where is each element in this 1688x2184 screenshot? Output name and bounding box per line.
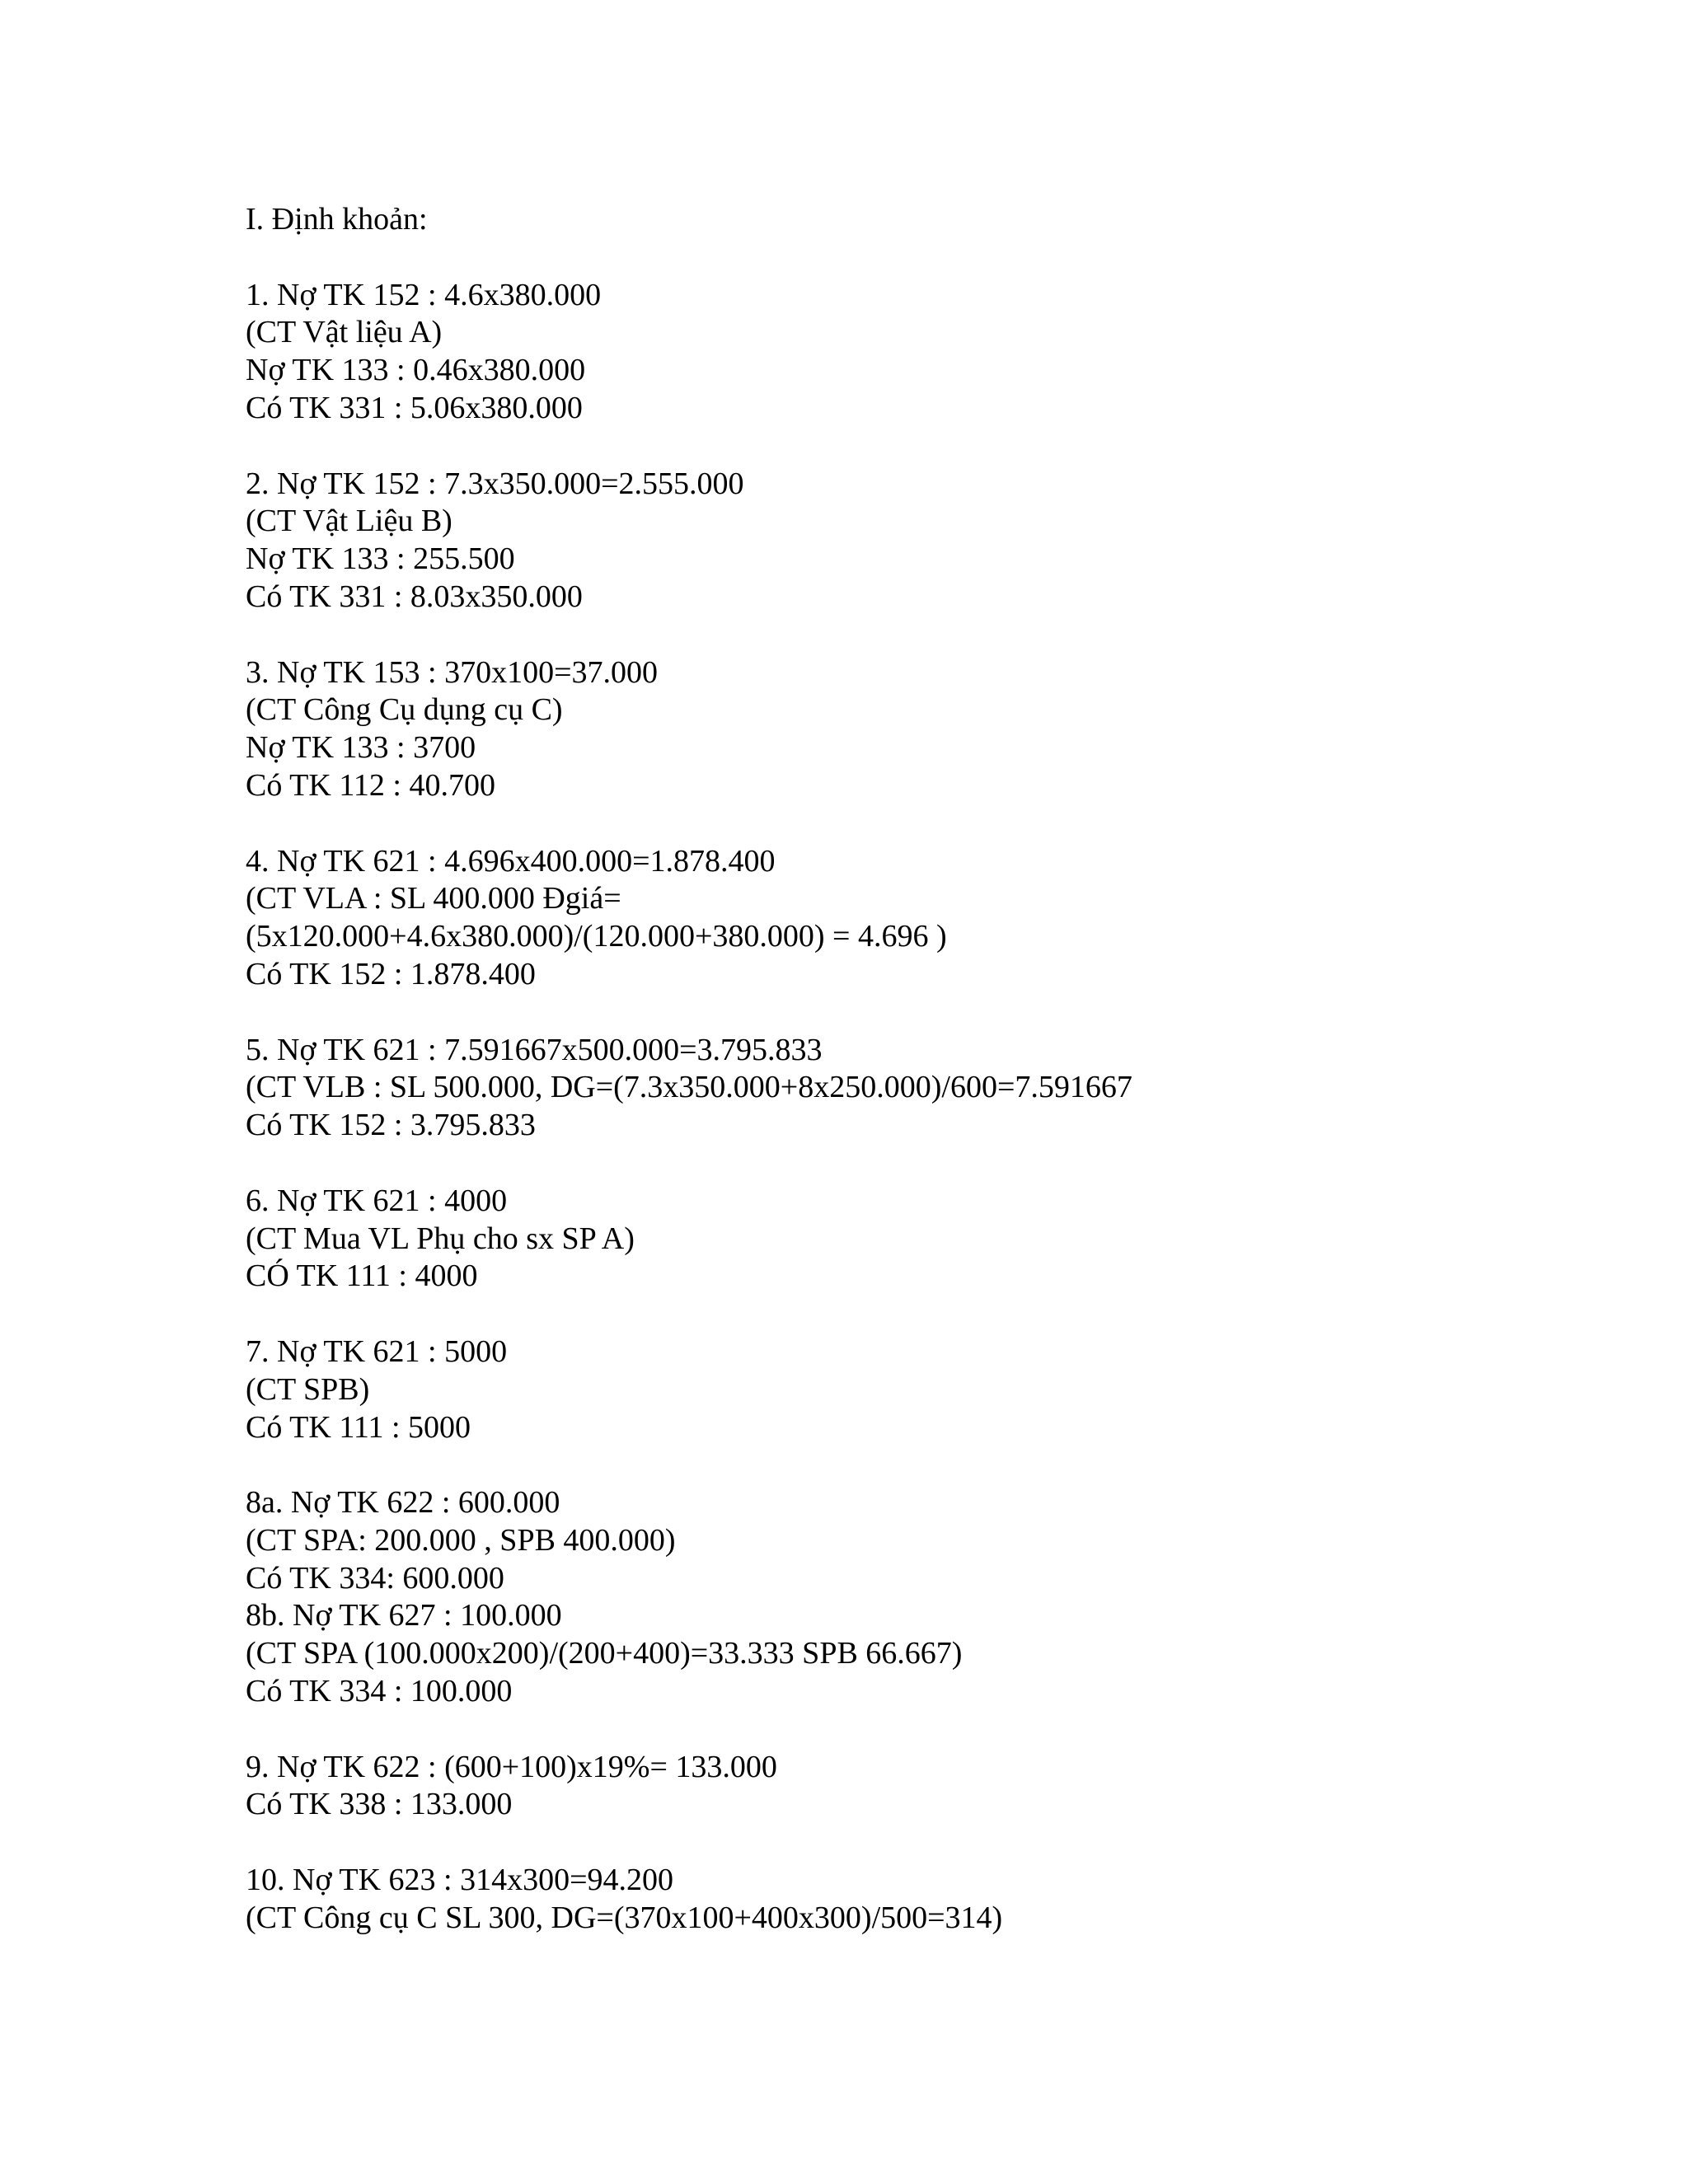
entry-line: 1. Nợ TK 152 : 4.6x380.000 (246, 277, 602, 312)
entry-line: Nợ TK 133 : 255.500 (246, 541, 515, 577)
entry-4 (246, 843, 1564, 994)
spacer (246, 1145, 1564, 1183)
spacer (246, 1446, 1564, 1484)
entry-line: 7. Nợ TK 621 : 5000 (246, 1333, 508, 1369)
spacer (246, 616, 1564, 654)
entry-line: Có TK 331 : 8.03x350.000 (246, 579, 583, 614)
entry-line: Có TK 112 : 40.700 (246, 767, 495, 803)
entry-line: 5. Nợ TK 621 : 7.591667x500.000=3.795.833 (246, 1032, 823, 1067)
entry-line: (CT SPA: 200.000 , SPB 400.000) (246, 1522, 676, 1558)
entry-2 (246, 466, 1564, 616)
entry-6 (246, 1183, 1564, 1296)
spacer (246, 428, 1564, 466)
entry-line: 8a. Nợ TK 622 : 600.000 (246, 1485, 560, 1521)
document-body (246, 201, 1564, 1938)
entry-line: Có TK 152 : 3.795.833 (246, 1108, 536, 1143)
spacer (246, 1296, 1564, 1333)
entry-line: (CT Vật Liệu B) (246, 504, 452, 539)
entry-line: (CT Vật liệu A) (246, 315, 443, 350)
entry-line: (CT SPB) (246, 1371, 370, 1407)
entry-3 (246, 654, 1564, 805)
entry-line: 2. Nợ TK 152 : 7.3x350.000=2.555.000 (246, 466, 744, 501)
entry-line: Có TK 338 : 133.000 (246, 1787, 513, 1822)
entry-line: Nợ TK 133 : 3700 (246, 730, 476, 766)
entry-9 (246, 1749, 1564, 1825)
entry-line: Có TK 111 : 5000 (246, 1409, 471, 1445)
section-heading: I. Định khoản: (246, 202, 428, 237)
entry-line: 10. Nợ TK 623 : 314x300=94.200 (246, 1863, 673, 1898)
entry-1 (246, 277, 1564, 428)
entry-line: 3. Nợ TK 153 : 370x100=37.000 (246, 654, 658, 690)
entry-line: 8b. Nợ TK 627 : 100.000 (246, 1598, 562, 1633)
entry-line: Có TK 152 : 1.878.400 (246, 956, 536, 991)
spacer (246, 1711, 1564, 1749)
entry-line: 4. Nợ TK 621 : 4.696x400.000=1.878.400 (246, 843, 776, 879)
spacer (246, 994, 1564, 1032)
entry-8 (246, 1484, 1564, 1711)
entry-line: CÓ TK 111 : 4000 (246, 1258, 478, 1294)
spacer (246, 805, 1564, 843)
entry-line: (CT VLA : SL 400.000 Đgiá= (246, 881, 621, 916)
entry-5 (246, 1032, 1564, 1145)
entry-line: (CT Công cụ C SL 300, DG=(370x100+400x300)/500=314) (246, 1900, 1003, 1935)
entry-7 (246, 1333, 1564, 1446)
entry-line: Có TK 331 : 5.06x380.000 (246, 390, 583, 425)
entry-line: (CT Mua VL Phụ cho sx SP A) (246, 1221, 635, 1256)
entry-line: Có TK 334: 600.000 (246, 1560, 504, 1596)
entry-line: Có TK 334 : 100.000 (246, 1674, 513, 1709)
entry-line: (5x120.000+4.6x380.000)/(120.000+380.000) = 4.696 ) (246, 919, 947, 954)
entry-line: 6. Nợ TK 621 : 4000 (246, 1183, 508, 1218)
entry-line: (CT Công Cụ dụng cụ C) (246, 692, 563, 728)
spacer (246, 239, 1564, 277)
entry-line: (CT SPA (100.000x200)/(200+400)=33.333 SPB 66.667) (246, 1636, 963, 1671)
entry-10 (246, 1862, 1564, 1938)
spacer (246, 1824, 1564, 1862)
entry-line: 9. Nợ TK 622 : (600+100)x19%= 133.000 (246, 1749, 777, 1784)
entry-line: Nợ TK 133 : 0.46x380.000 (246, 353, 586, 388)
entry-line: (CT VLB : SL 500.000, DG=(7.3x350.000+8x250.000)/600=7.591667 (246, 1070, 1132, 1105)
